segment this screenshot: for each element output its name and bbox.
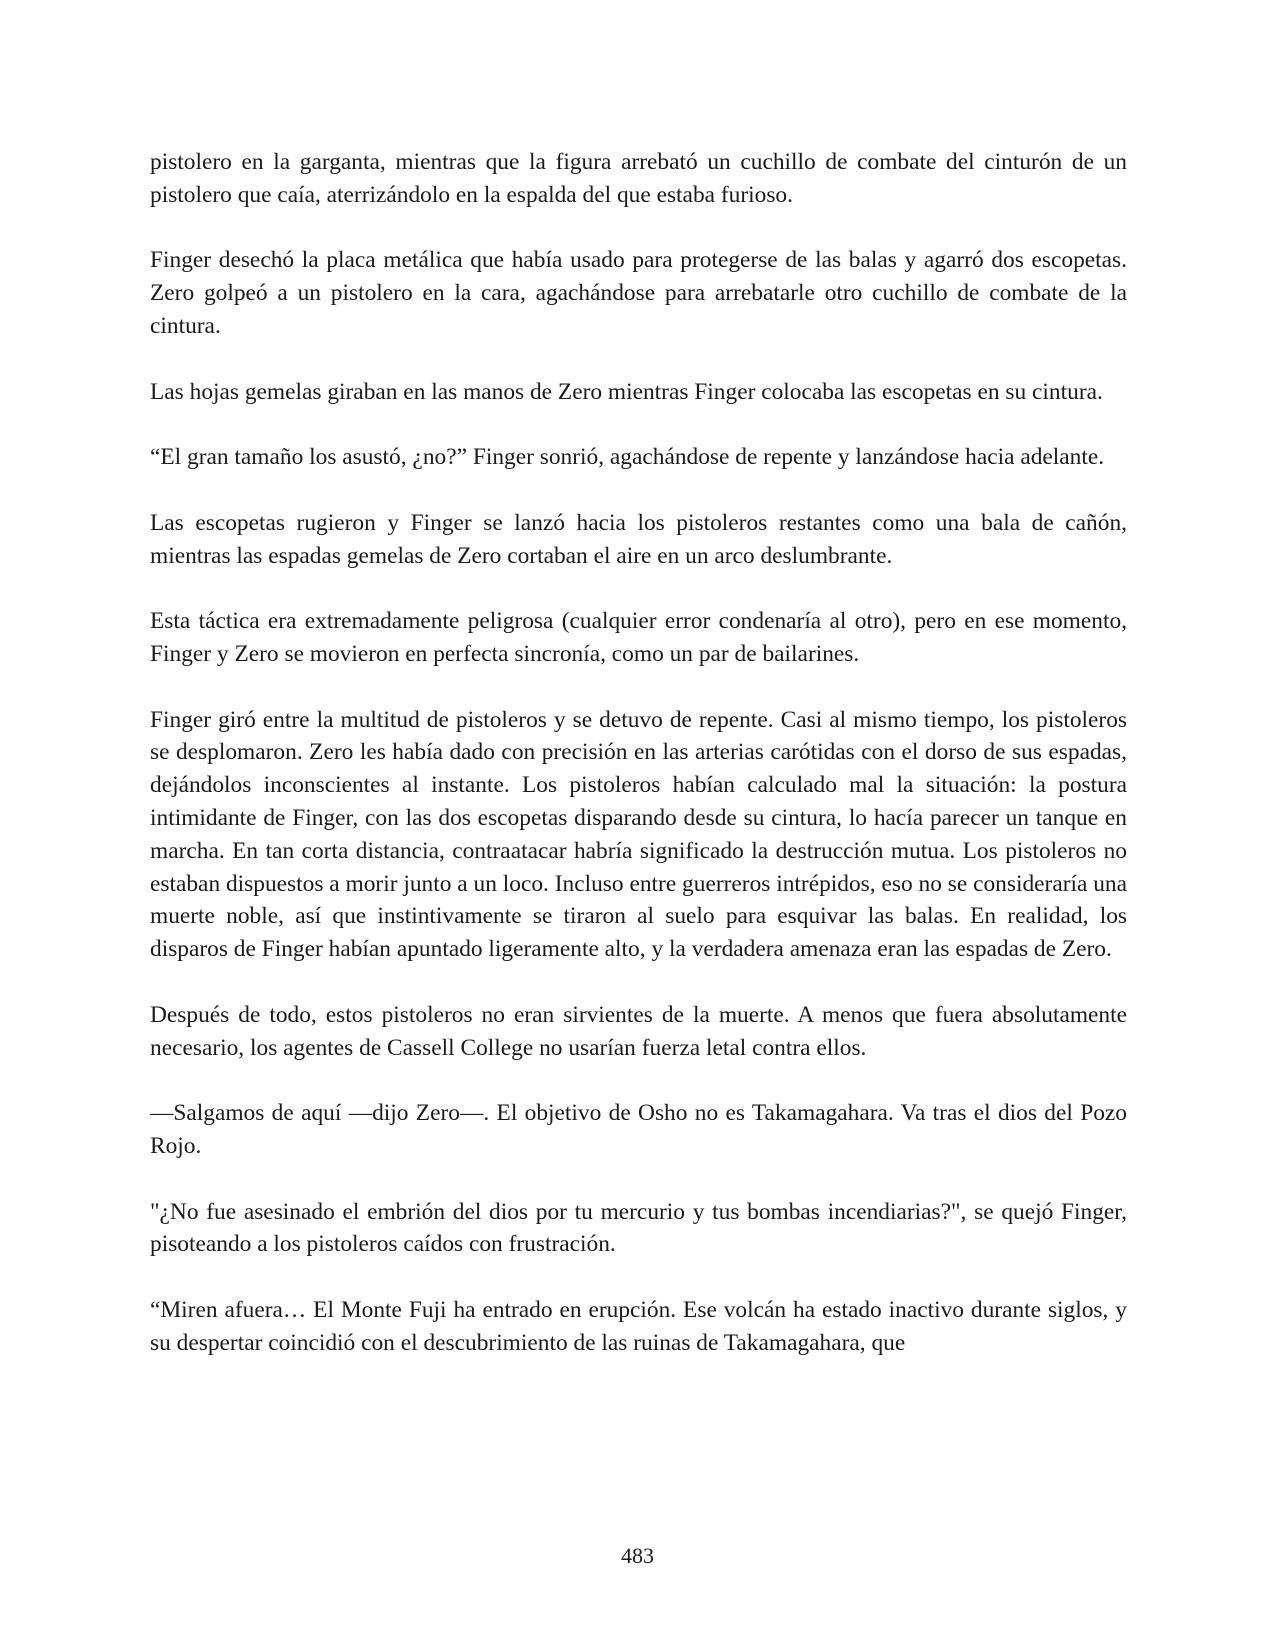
- paragraph-2: Finger desechó la placa metálica que había usado para protegerse de las balas y agarró dos escopetas. Zero golpeó a un pistolero en la cara, agachándose para arrebatarle otro cuchillo de combate de la cintura.: [150, 247, 1127, 339]
- paragraph-11: “Miren afuera… El Monte Fuji ha entrado en erupción. Ese volcán ha estado inactivo durante siglos, y su despertar coincidió con el descubrimiento de las ruinas de Takamagahara, que: [150, 1296, 1127, 1356]
- paragraph-4: “El gran tamaño los asustó, ¿no?” Finger sonrió, agachándose de repente y lanzándose hacia adelante.: [150, 444, 1105, 471]
- paragraph-6: Esta táctica era extremadamente peligrosa (cualquier error condenaría al otro), pero en ese momento, Finger y Zero se movieron en perfecta sincronía, como un par de bailarines.: [150, 608, 1127, 667]
- page-number: 483: [621, 1543, 654, 1568]
- paragraph-1: pistolero en la garganta, mientras que la figura arrebató un cuchillo de combate del cinturón de un pistolero que caía, aterrizándolo en la espalda del que estaba furioso.: [150, 149, 1127, 208]
- paragraph-9: —Salgamos de aquí —dijo Zero—. El objetivo de Osho no es Takamagahara. Va tras el dios del Pozo Rojo.: [150, 1100, 1127, 1159]
- paragraph-8: Después de todo, estos pistoleros no eran sirvientes de la muerte. A menos que fuera absolutamente necesario, los agentes de Cassell College no usarían fuerza letal contra ellos.: [150, 1001, 1127, 1061]
- body-text: [150, 146, 1127, 1392]
- paragraph-7: Finger giró entre la multitud de pistoleros y se detuvo de repente. Casi al mismo tiempo, los pistoleros se desplomaron. Zero les había dado con precisión en las arterias carótidas con el dorso de sus espadas, dejándolos inconscientes al instante. Los pistoleros habían calculado mal la situación: la postura intimidante de Finger, con las dos escopetas disparando desde su cintura, lo hacía parecer un tanque en marcha. En tan corta distancia, contraatacar habría significado la destrucción mutua. Los pistoleros no estaban dispuestos a morir junto a un loco. Incluso entre guerreros intrépidos, eso no se consideraría una muerte noble, así que instintivamente se tiraron al suelo para esquivar las balas. En realidad, los disparos de Finger habían apuntado ligeramente alto, y la verdadera amenaza eran las espadas de Zero.: [150, 706, 1127, 963]
- paragraph-3: Las hojas gemelas giraban en las manos de Zero mientras Finger colocaba las escopetas en su cintura.: [150, 378, 1103, 405]
- paragraph-5: Las escopetas rugieron y Finger se lanzó hacia los pistoleros restantes como una bala de cañón, mientras las espadas gemelas de Zero cortaban el aire en un arco deslumbrante.: [150, 509, 1127, 569]
- paragraph-10: "¿No fue asesinado el embrión del dios por tu mercurio y tus bombas incendiarias?", se quejó Finger, pisoteando a los pistoleros caídos con frustración.: [150, 1198, 1127, 1258]
